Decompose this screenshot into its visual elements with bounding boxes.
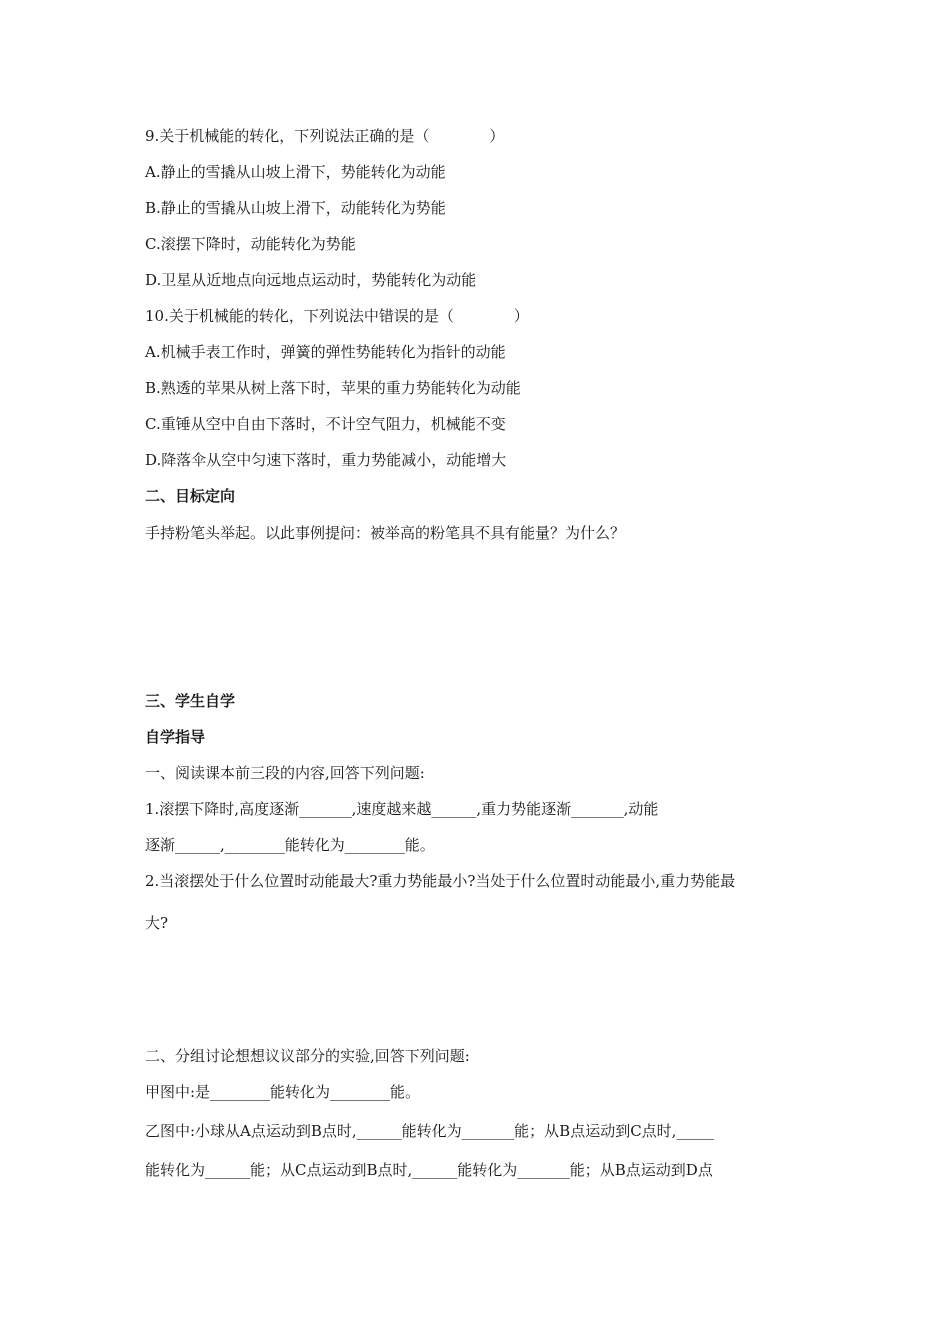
q9-option-d: D.卫星从近地点向远地点运动时，势能转化为动能 (145, 271, 477, 289)
part1-q1-line1: 1.滚摆下降时,高度逐渐_______,速度越来越______,重力势能逐渐_______,动能 (145, 800, 659, 818)
part2-jia: 甲图中:是________能转化为________能。 (145, 1083, 421, 1101)
q9-option-c: C.滚摆下降时，动能转化为势能 (145, 235, 356, 253)
part1-q2-line2: 大? (145, 914, 169, 932)
q10-option-d: D.降落伞从空中匀速下落时，重力势能减小，动能增大 (145, 451, 507, 469)
part2-yi-line2: 能转化为______能；从C点运动到B点时,______能转化为_______能；从B点运动到D点 (145, 1161, 713, 1179)
part2-yi-line1: 乙图中:小球从A点运动到B点时,______能转化为_______能；从B点运动到C点时,_____ (145, 1122, 714, 1140)
q9-stem: 9.关于机械能的转化，下列说法正确的是（ ） (145, 127, 505, 145)
section3-subheading: 自学指导 (145, 728, 206, 746)
q9-option-a: A.静止的雪撬从山坡上滑下，势能转化为动能 (145, 163, 446, 181)
q10-stem: 10.关于机械能的转化，下列说法中错误的是（ ） (145, 307, 529, 325)
q10-option-c: C.重锤从空中自由下落时，不计空气阻力，机械能不变 (145, 415, 506, 433)
part1-q1-line2: 逐渐______,________能转化为________能。 (145, 836, 435, 854)
q10-option-b: B.熟透的苹果从树上落下时，苹果的重力势能转化为动能 (145, 379, 521, 397)
part2-intro: 二、分组讨论想想议议部分的实验,回答下列问题: (145, 1047, 470, 1065)
section2-heading: 二、目标定向 (145, 487, 236, 505)
section2-text: 手持粉笔头举起。以此事例提问：被举高的粉笔具不具有能量？为什么？ (145, 524, 626, 542)
q9-option-b: B.静止的雪撬从山坡上滑下，动能转化为势能 (145, 199, 446, 217)
section3-heading: 三、学生自学 (145, 692, 236, 710)
part1-intro: 一、阅读课本前三段的内容,回答下列问题: (145, 764, 425, 782)
part1-q2-line1: 2.当滚摆处于什么位置时动能最大?重力势能最小?当处于什么位置时动能最小,重力势能最 (145, 872, 736, 890)
q10-option-a: A.机械手表工作时，弹簧的弹性势能转化为指针的动能 (145, 343, 506, 361)
